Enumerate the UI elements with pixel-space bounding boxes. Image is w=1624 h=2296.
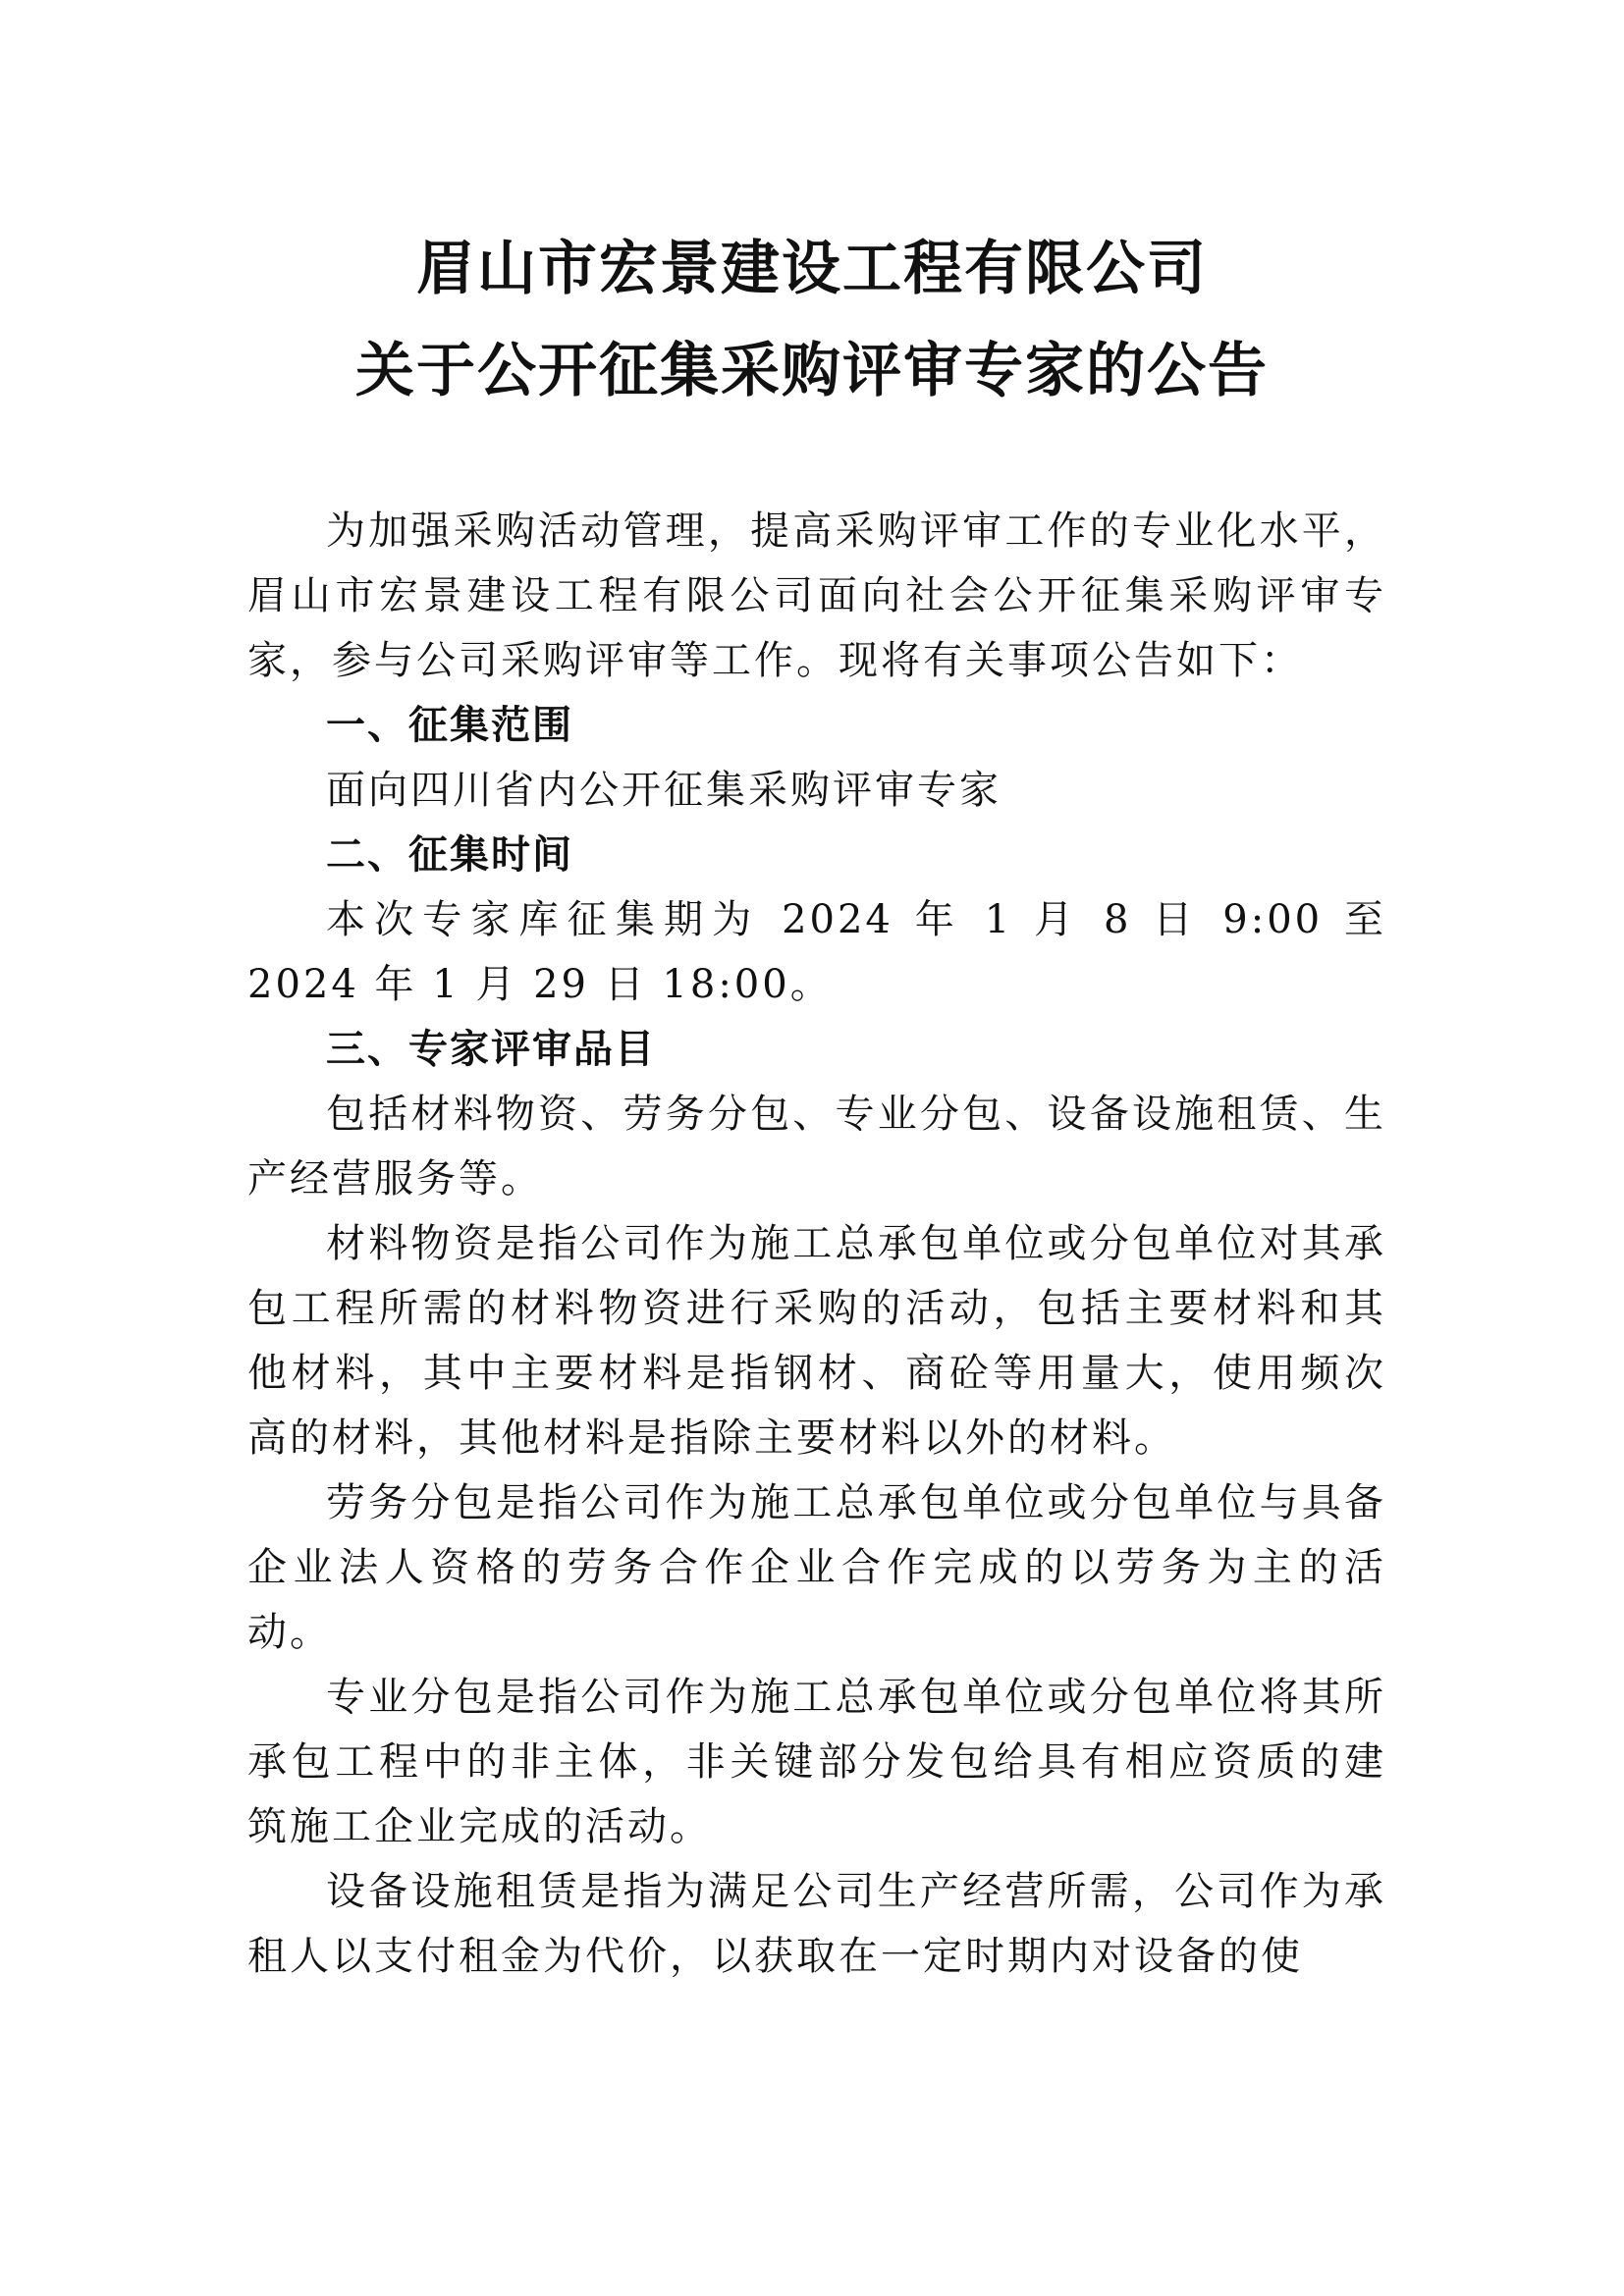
- section-text-scope: 面向四川省内公开征集采购评审专家: [326, 768, 1001, 813]
- paragraph-materials: 材料物资是指公司作为施工总承包单位或分包单位对其承包工程所需的材料物资进行采购的活动，包括主要材料和其他材料，其中主要材料是指钢材、商砼等用量大，使用频次高的材料，其他材料是指除主要材料以外的材料。: [247, 1221, 1386, 1461]
- document-body: [247, 499, 1386, 1989]
- section-heading-scope: 一、征集范围: [326, 703, 573, 748]
- intro-paragraph: 为加强采购活动管理，提高采购评审工作的专业化水平，眉山市宏景建设工程有限公司面向社会公开征集采购评审专家，参与公司采购评审等工作。现将有关事项公告如下：: [247, 508, 1386, 683]
- section-heading-time: 二、征集时间: [326, 832, 573, 878]
- title-line-company: 眉山市宏景建设工程有限公司: [416, 235, 1208, 303]
- section-heading-categories: 三、专家评审品目: [326, 1027, 656, 1072]
- paragraph-labor: 劳务分包是指公司作为施工总承包单位或分包单位与具备企业法人资格的劳务合作企业合作完成的以劳务为主的活动。: [247, 1480, 1386, 1655]
- document-title: [0, 218, 1624, 422]
- paragraph-specialty: 专业分包是指公司作为施工总承包单位或分包单位将其所承包工程中的非主体，非关键部分发包给具有相应资质的建筑施工企业完成的活动。: [247, 1675, 1386, 1849]
- section-text-time: 本次专家库征集期为 2024 年 1 月 8 日 9:00 至 2024 年 1 月 29 日 18:00。: [247, 897, 1386, 1007]
- section-text-categories: 包括材料物资、劳务分包、专业分包、设备设施租赁、生产经营服务等。: [247, 1092, 1386, 1201]
- paragraph-equipment: 设备设施租赁是指为满足公司生产经营所需，公司作为承租人以支付租金为代价，以获取在一定时期内对设备的使: [247, 1869, 1386, 1979]
- title-line-subject: 关于公开征集采购评审专家的公告: [355, 337, 1269, 405]
